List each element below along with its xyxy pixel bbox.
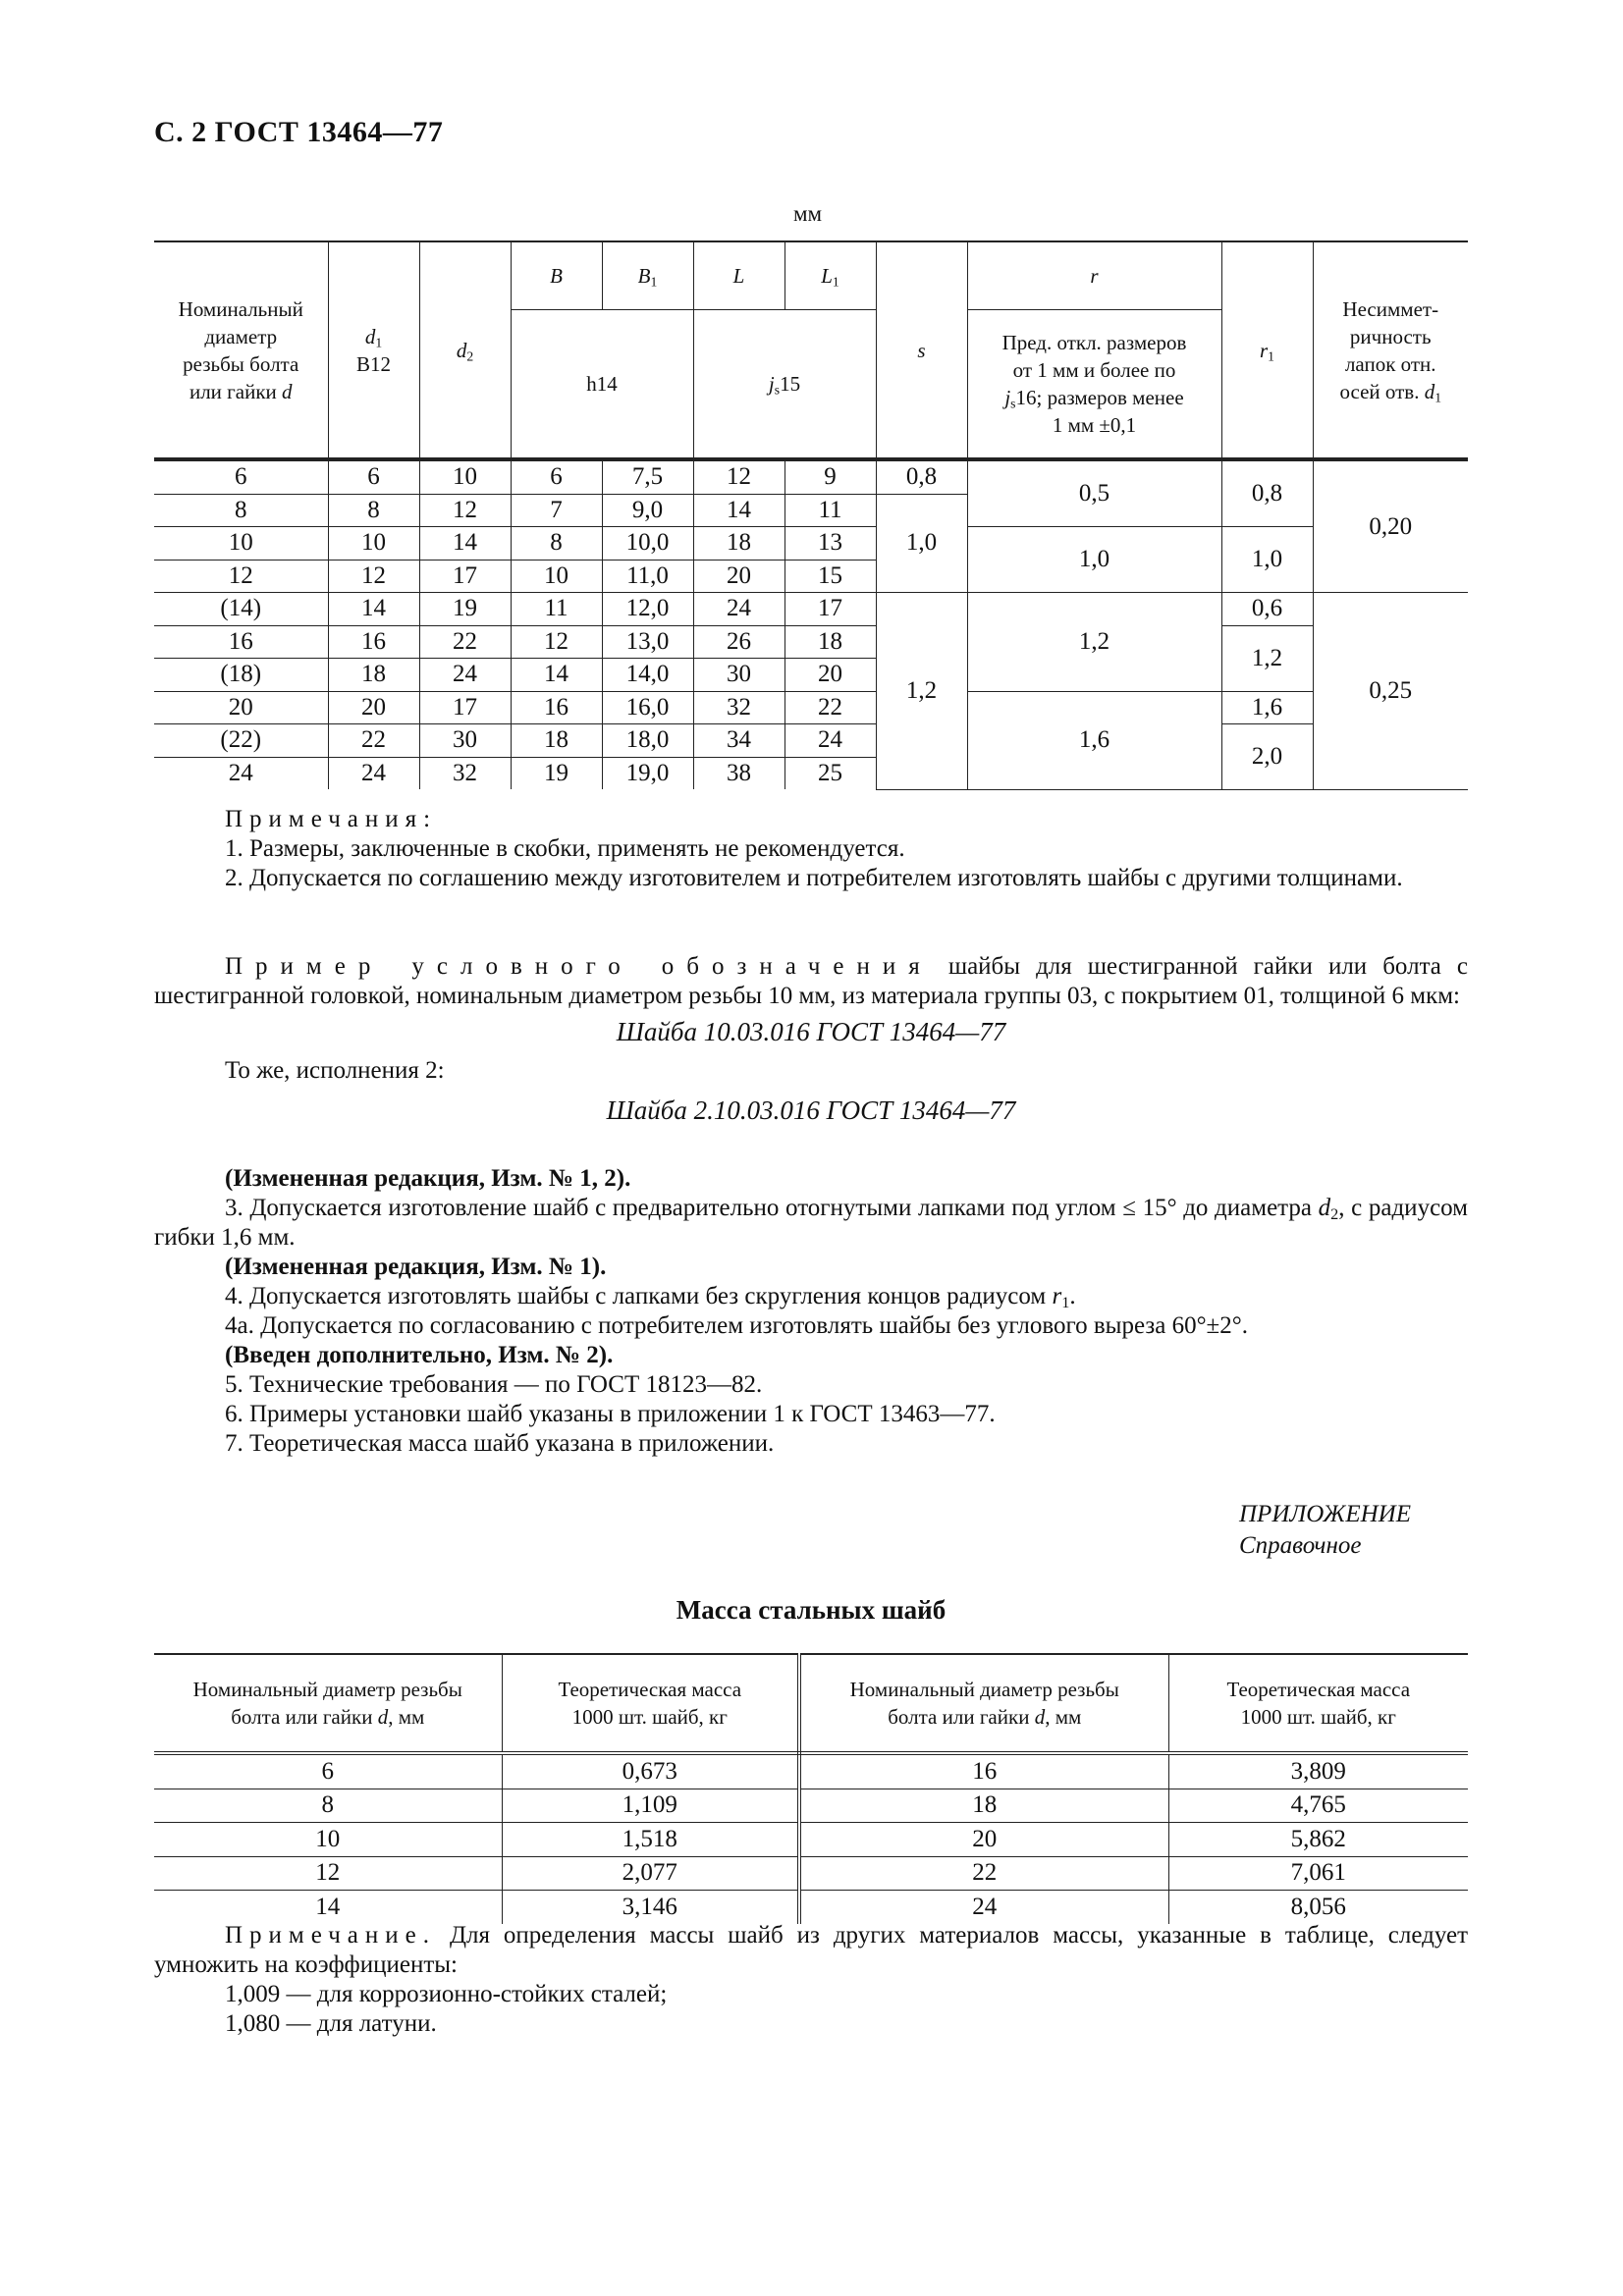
header-nominal: Номинальный диаметр резьбы болта или гайки d: [154, 241, 328, 459]
header-L: L: [693, 241, 784, 310]
s-value: 0,8: [876, 459, 967, 494]
r-value: 1,0: [967, 527, 1221, 593]
table-row: 24 24 32 19 19,0 38 25: [154, 757, 1468, 789]
table-row: 14 3,146 24 8,056: [154, 1891, 1468, 1924]
note-2: 2. Допускается по соглашению между изготовителем и потребителем изготовлять шайбы с другими толщинами.: [225, 865, 1403, 891]
revision-note: (Измененная редакция, Изм. № 1).: [225, 1254, 607, 1280]
table-row: (22) 22 30 18 18,0 34 24 2,0: [154, 724, 1468, 758]
table-row: 12 12 17 10 11,0 20 15: [154, 560, 1468, 593]
r-value: 1,6: [967, 691, 1221, 789]
r1-value: 1,2: [1221, 625, 1313, 691]
requirements-block: [154, 1164, 1468, 1459]
header-h14: h14: [511, 310, 693, 460]
r1-value: 0,6: [1221, 593, 1313, 626]
mass-header-diameter: Номинальный диаметр резьбы болта или гайки d, мм: [154, 1654, 502, 1753]
header-d1: $d_1$ B12: [328, 241, 419, 459]
table-row: 12 2,077 22 7,061: [154, 1856, 1468, 1891]
header-r: r: [967, 241, 1221, 310]
item-4: 4. Допускается изготовлять шайбы с лапками без скругления концов радиусом $r_1$.: [225, 1283, 1076, 1312]
dimensions-table: [154, 240, 1468, 790]
appendix-title: ПРИЛОЖЕНИЕ: [1239, 1501, 1411, 1527]
r-value: 1,2: [967, 593, 1221, 692]
item-3: 3. Допускается изготовление шайб с предварительно отогнутыми лапками под углом ≤ 15° до диаметра $d_2$, с радиусом гибки 1,6 мм.: [154, 1195, 1469, 1251]
r1-value: 2,0: [1221, 724, 1313, 790]
mass-note-block: [154, 1921, 1468, 2039]
notes-title: Примечания:: [225, 806, 438, 832]
s-value: 1,2: [876, 593, 967, 790]
designation-example-block: [154, 952, 1468, 1125]
unit-label: мм: [793, 201, 823, 226]
revision-note: (Измененная редакция, Изм. № 1, 2).: [225, 1165, 631, 1192]
header-B: B: [511, 241, 602, 310]
s-value: 1,0: [876, 494, 967, 593]
table-row: 16 16 22 12 13,0 26 18 1,2: [154, 625, 1468, 659]
header-js15: $j_s15$: [693, 310, 876, 460]
mass-table-title: Масса стальных шайб: [676, 1595, 947, 1625]
introduction-note: (Введен дополнительно, Изм. № 2).: [225, 1342, 614, 1368]
table-row: 8 8 12 7 9,0 14 11 1,0: [154, 494, 1468, 527]
same-execution-2: То же, исполнения 2:: [225, 1057, 445, 1084]
item-5: 5. Технические требования — по ГОСТ 18123—82.: [225, 1371, 763, 1398]
asymmetry-value: 0,25: [1313, 593, 1468, 790]
header-B1: $B_1$: [602, 241, 693, 310]
mass-header-diameter: Номинальный диаметр резьбы болта или гайки d, мм: [799, 1654, 1168, 1753]
header-L1: $L_1$: [784, 241, 876, 310]
table-row: 10 1,518 20 5,862: [154, 1823, 1468, 1857]
designation-2: Шайба 2.10.03.016 ГОСТ 13464—77: [606, 1095, 1016, 1125]
header-r-tolerance: Пред. откл. размеров от 1 мм и более по $j_s16$; размеров менее 1 мм ±0,1: [967, 310, 1221, 460]
table-row: (18) 18 24 14 14,0 30 20: [154, 659, 1468, 692]
r1-value: 1,6: [1221, 691, 1313, 724]
appendix-subtitle: Справочное: [1239, 1532, 1362, 1559]
table-row: 6 0,673 16 3,809: [154, 1753, 1468, 1789]
asymmetry-value: 0,20: [1313, 459, 1468, 593]
designation-example-paragraph: Пример условного обозначения шайбы для шестигранной гайки или болта с шестигранной головкой, номинальным диаметром резьбы 10 мм, из материала группы 03, с покрытием 01, толщиной 6 мкм:: [154, 953, 1469, 1009]
table-row: 20 20 17 16 16,0 32 22 1,6 1,6: [154, 691, 1468, 724]
table-row: (14) 14 19 11 12,0 24 17 1,2 1,2 0,6 0,25: [154, 593, 1468, 626]
page-title: С. 2 ГОСТ 13464—77: [154, 116, 444, 148]
header-asymmetry: Несиммет- ричность лапок отн. осей отв. $d_1$: [1313, 241, 1468, 459]
appendix-heading: [1239, 1499, 1411, 1562]
header-r1: $r_1$: [1221, 241, 1313, 459]
table-row: 8 1,109 18 4,765: [154, 1789, 1468, 1823]
r1-value: 1,0: [1221, 527, 1313, 593]
table-row: 10 10 14 8 10,0 18 13 1,0 1,0: [154, 527, 1468, 561]
item-4a: 4а. Допускается по согласованию с потребителем изготовлять шайбы без углового выреза 60°±2°.: [225, 1312, 1249, 1339]
mass-header-mass: Теоретическая масса 1000 шт. шайб, кг: [502, 1654, 799, 1753]
table-row: 6 6 10 6 7,5 12 9 0,8 0,5 0,8 0,20: [154, 459, 1468, 494]
mass-table: [154, 1653, 1468, 1924]
designation-1: Шайба 10.03.016 ГОСТ 13464—77: [616, 1017, 1006, 1046]
item-7: 7. Теоретическая масса шайб указана в приложении.: [225, 1430, 775, 1457]
header-d2: $d_2$: [419, 241, 511, 459]
note-1: 1. Размеры, заключенные в скобки, применять не рекомендуется.: [225, 835, 905, 862]
mass-note-paragraph: Примечание. Для определения массы шайб из других материалов массы, указанные в таблице, следует умножить на коэффициенты:: [154, 1922, 1469, 1978]
notes-block: [154, 805, 1468, 893]
r1-value: 0,8: [1221, 459, 1313, 527]
r-value: 0,5: [967, 459, 1221, 527]
coefficient-2: 1,080 — для латуни.: [225, 2010, 437, 2037]
mass-header-mass: Теоретическая масса 1000 шт. шайб, кг: [1168, 1654, 1468, 1753]
coefficient-1: 1,009 — для коррозионно-стойких сталей;: [225, 1981, 668, 2007]
header-s: s: [876, 241, 967, 459]
item-6: 6. Примеры установки шайб указаны в приложении 1 к ГОСТ 13463—77.: [225, 1401, 996, 1427]
